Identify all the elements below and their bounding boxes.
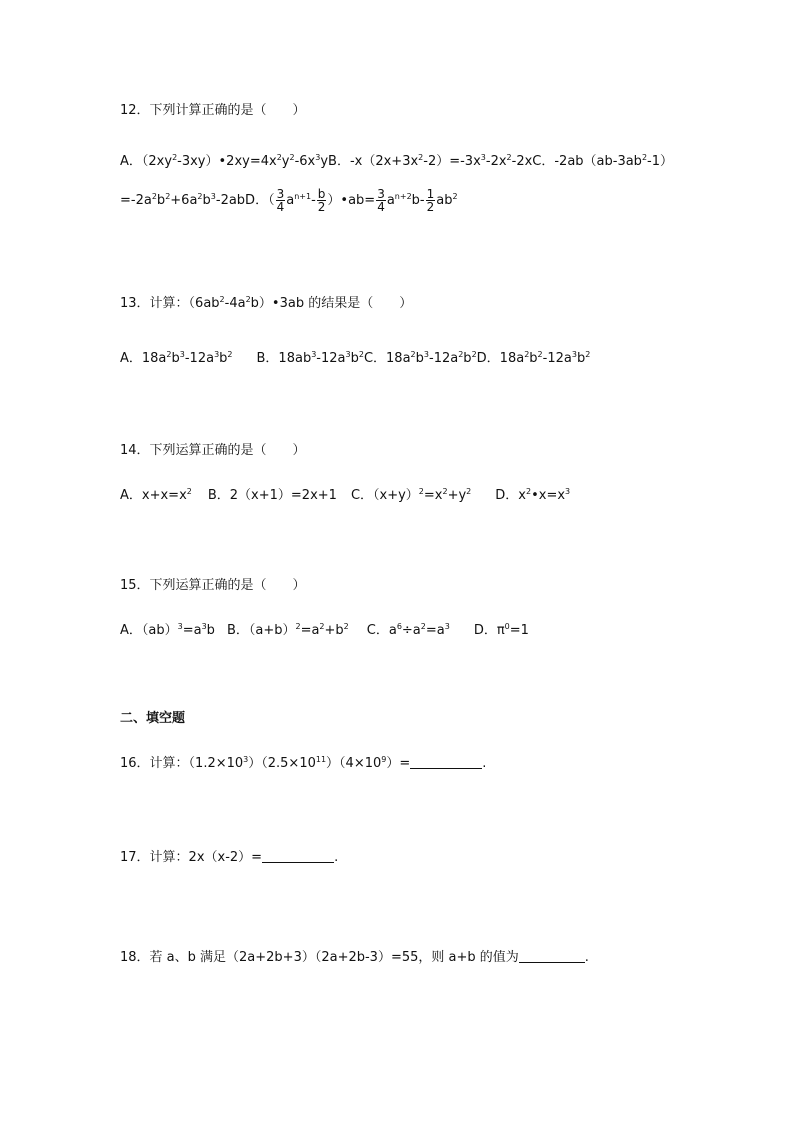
- q17: 17．计算：2x（x-2）= .: [120, 850, 339, 865]
- answer-blank[interactable]: [519, 949, 585, 963]
- fraction-3-4: $\frac{3}{4}$: [276, 187, 285, 214]
- q13-option-a: A．$18a^2b^3-12a^3b^2$: [120, 350, 233, 366]
- q13-stem: 13．计算：$(6ab^2-4a^2b)•3ab$ 的结果是（ ）: [120, 295, 413, 311]
- q13-options: [120, 349, 590, 369]
- fraction-1-2: $\frac{1}{2}$: [426, 187, 435, 214]
- answer-blank[interactable]: [410, 755, 482, 769]
- fraction-b-2: $\frac{b}{2}$: [317, 187, 326, 214]
- q13-option-c: C．$18a^2b^3-12a^2b^2$: [363, 350, 477, 366]
- q15-options: [120, 621, 529, 641]
- q15-stem: 15．下列运算正确的是（ ）: [120, 578, 306, 593]
- q12-stem: 12．下列计算正确的是（ ）: [120, 103, 306, 118]
- q15-option-d: D．$\pi^0=1$: [473, 622, 529, 638]
- q12-options-line1: A．$(2xy^2-3xy)•2xy=4x^2y^2-6x^3yB$．$-x(2x+3x^2-2)=-3x^3-2x^2-2xC$．$-2ab(ab-3ab^2-1)$: [120, 153, 673, 169]
- q13-option-b: B．$18ab^3-12a^3b^2$: [256, 350, 364, 366]
- q14-option-a: A．$x+x=x^2$: [120, 487, 192, 503]
- q12-options-line2: $=-2a^2b^2+6a^2b^3-2abD$．（ $\frac{3}{4}$ $a^{n+1}-$ $\frac{b}{2}$ ）•ab= $\frac{3}{4}$ $a^{n+2}b-$ $\frac{1}{2}$ $ab^2$: [120, 187, 458, 214]
- q14-options: [120, 486, 570, 506]
- q14-option-b: B．2（x+1）=2x+1: [207, 488, 337, 503]
- q16: 16．计算：$(1.2\times 10^3)(2.5\times 10^{11})(4\times 10^9)=$ .: [120, 755, 487, 771]
- q18: 18．若 a、b 满足（2a+2b+3）（2a+2b-3）=55，则 a+b 的值为 .: [120, 950, 589, 965]
- q13-option-d: D．$18a^2b^2-12a^3b^2$: [476, 350, 591, 366]
- q14-option-c: C．$(x+y)^2=x^2+y^2$: [350, 487, 472, 503]
- section-heading: 二、填空题: [120, 711, 186, 726]
- q15-option-a: A．$(ab)^3=a^3b$: [120, 622, 215, 638]
- fraction-3-4: $\frac{3}{4}$: [377, 187, 385, 214]
- answer-blank[interactable]: [262, 849, 334, 863]
- q14-option-d: D．$x^2•x=x^3$: [495, 487, 571, 503]
- q15-option-b: B．$(a+b)^2=a^2+b^2$: [226, 622, 349, 638]
- q15-option-c: C．$a^6\div a^2=a^3$: [366, 622, 450, 638]
- q14-stem: 14．下列运算正确的是（ ）: [120, 443, 306, 458]
